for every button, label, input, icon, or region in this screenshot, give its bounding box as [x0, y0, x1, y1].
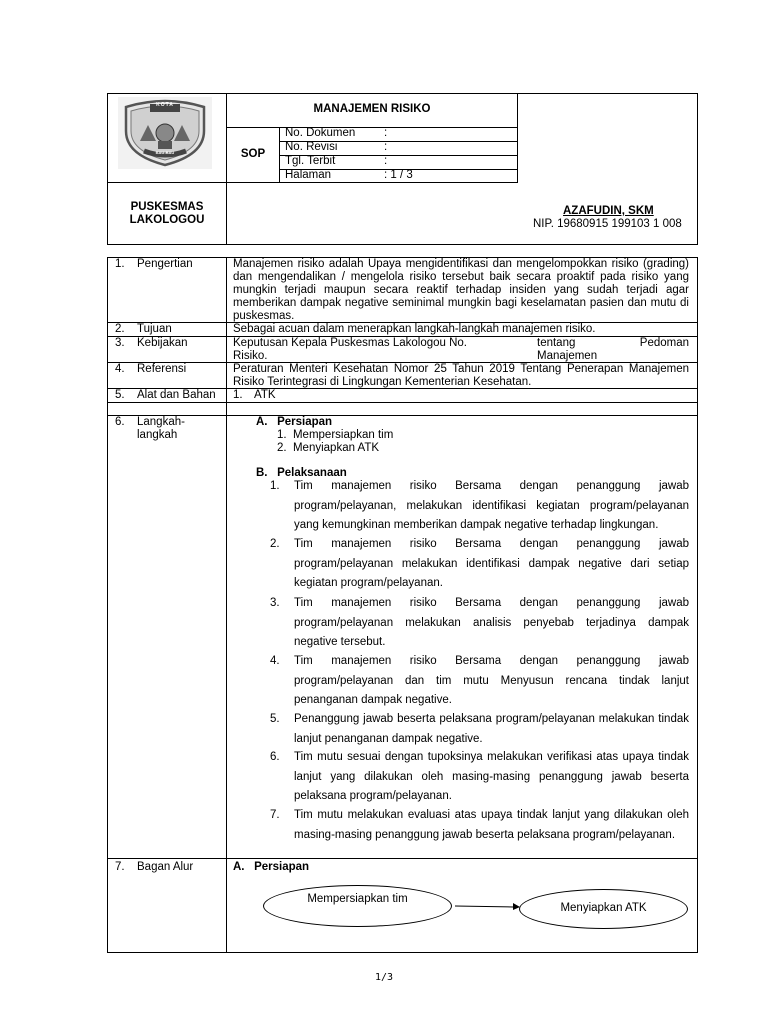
flow-node-label: Mempersiapkan tim	[307, 893, 408, 905]
step-number: 6.	[270, 751, 280, 763]
persiapan-item: 2. Menyiapkan ATK	[277, 442, 380, 454]
signer-name: AZAFUDIN, SKM	[563, 205, 654, 217]
row-content: Manajemen risiko adalah Upaya mengidentifikasi dan mengelompokkan risiko (grading) dan mengendalikan / mengelola risiko tersebut baik secara proaktif pada risiko yang mungkin terjadi maupun secara reaktif terhadap insiden yang sudah terjadi agar memberikan dampak negative seminimal mungkin bagi keselamatan pasien dan mutu di puskesmas.	[233, 258, 689, 322]
row-label: Pengertian	[137, 258, 193, 270]
row-number: 5.	[115, 389, 125, 401]
step-text: Tim manajemen risiko Bersama dengan penanggung jawab program/pelayanan, melakukan identifikasi kegiatan program/pelayanan yang kemungkinan memberikan dampak negative terhadap lingkungan.	[294, 480, 689, 531]
flow-node-menyiapkan-atk	[519, 889, 688, 929]
field-value: : 1 / 3	[384, 169, 413, 181]
row-number: 3.	[115, 337, 125, 349]
row-label: Alat dan Bahan	[137, 389, 216, 401]
item-number: 1.	[233, 389, 243, 401]
row-content-part-a: Keputusan Kepala Puskesmas Lakologou No.	[233, 337, 467, 349]
org-name	[108, 201, 226, 227]
logo-text-top: KOTA	[156, 102, 174, 108]
persiapan-heading: A. Persiapan	[256, 416, 333, 428]
row-number: 1.	[115, 258, 125, 270]
step-text: Tim mutu melakukan evaluasi atas upaya tindak lanjut yang dilakukan oleh masing-masing penanggung jawab beserta pelaksana program/pelayanan.	[294, 809, 689, 841]
document-title: MANAJEMEN RISIKO	[313, 103, 431, 115]
row-label-line-1: Langkah-	[137, 416, 185, 428]
row-number: 4.	[115, 363, 125, 375]
field-value: :	[384, 141, 388, 153]
step-number: 5.	[270, 713, 280, 725]
step-text: Tim mutu sesuai dengan tupoksinya melakukan verifikasi atas upaya tindak lanjut yang dilakukan oleh masing-masing penanggung jawab beserta pelaksana program/pelayanan.	[294, 751, 689, 802]
step-number: 3.	[270, 597, 280, 609]
flow-heading: A. Persiapan	[233, 861, 310, 873]
sop-label: SOP	[240, 148, 266, 160]
step-number: 4.	[270, 655, 280, 667]
step-text: Tim manajemen risiko Bersama dengan penanggung jawab program/pelayanan melakukan analisis penyebab terjadinya dampak negative tersebut.	[294, 597, 689, 648]
step-number: 1.	[270, 480, 280, 492]
step-number: 7.	[270, 809, 280, 821]
row-content: Peraturan Menteri Kesehatan Nomor 25 Tahun 2019 Tentang Penerapan Manajemen Risiko Terintegrasi di Lingkungan Kementerian Kesehatan.	[233, 363, 689, 388]
row-label: Bagan Alur	[137, 861, 194, 873]
field-label: Halaman	[285, 169, 332, 181]
row-content-part-c: Risiko.	[233, 350, 268, 362]
flow-node-label: Menyiapkan ATK	[560, 902, 647, 914]
puskesmas-logo	[118, 97, 212, 169]
flow-arrow-icon	[455, 900, 521, 912]
page-number: 1/3	[374, 972, 394, 983]
step-number: 2.	[270, 538, 280, 550]
row-number: 7.	[115, 861, 125, 873]
row-label: Tujuan	[137, 323, 172, 335]
row-content: Sebagai acuan dalam menerapkan langkah-langkah manajemen risiko.	[233, 323, 596, 335]
step-text: Tim manajemen risiko Bersama dengan penanggung jawab program/pelayanan melakukan identifikasi dampak negative dari setiap kegiatan program/pelayanan.	[294, 538, 689, 589]
org-line-1: PUSKESMAS	[130, 201, 204, 213]
flow-node-mempersiapkan-tim	[263, 885, 452, 927]
row-label: Referensi	[137, 363, 187, 375]
signer-nip: NIP. 19680915 199103 1 008	[533, 218, 682, 230]
row-label: Kebijakan	[137, 337, 188, 349]
row-content-part-b: tentang Pedoman Manajemen	[537, 337, 689, 362]
field-label: Tgl. Terbit	[285, 155, 336, 167]
item-text: ATK	[254, 389, 276, 401]
row-number: 2.	[115, 323, 125, 335]
row-label-line-2: langkah	[137, 429, 178, 441]
field-value: :	[384, 155, 388, 167]
row-number: 6.	[115, 416, 125, 428]
step-text: Penanggung jawab beserta pelaksana program/pelayanan melakukan tindak lanjut penanganan dampak negative.	[294, 713, 689, 745]
persiapan-item: 1. Mempersiapkan tim	[277, 429, 394, 441]
field-label: No. Revisi	[285, 141, 338, 153]
step-text: Tim manajemen risiko Bersama dengan penanggung jawab program/pelayanan dan tim mutu Menyusun rencana tindak lanjut penanganan dampak negative.	[294, 655, 689, 706]
org-line-2: LAKOLOGOU	[129, 214, 205, 226]
logo-text-bottom: BAU-BAU	[155, 150, 175, 155]
field-value: :	[384, 127, 388, 139]
field-label: No. Dokumen	[285, 127, 356, 139]
pelaksanaan-heading: B. Pelaksanaan	[256, 467, 347, 479]
